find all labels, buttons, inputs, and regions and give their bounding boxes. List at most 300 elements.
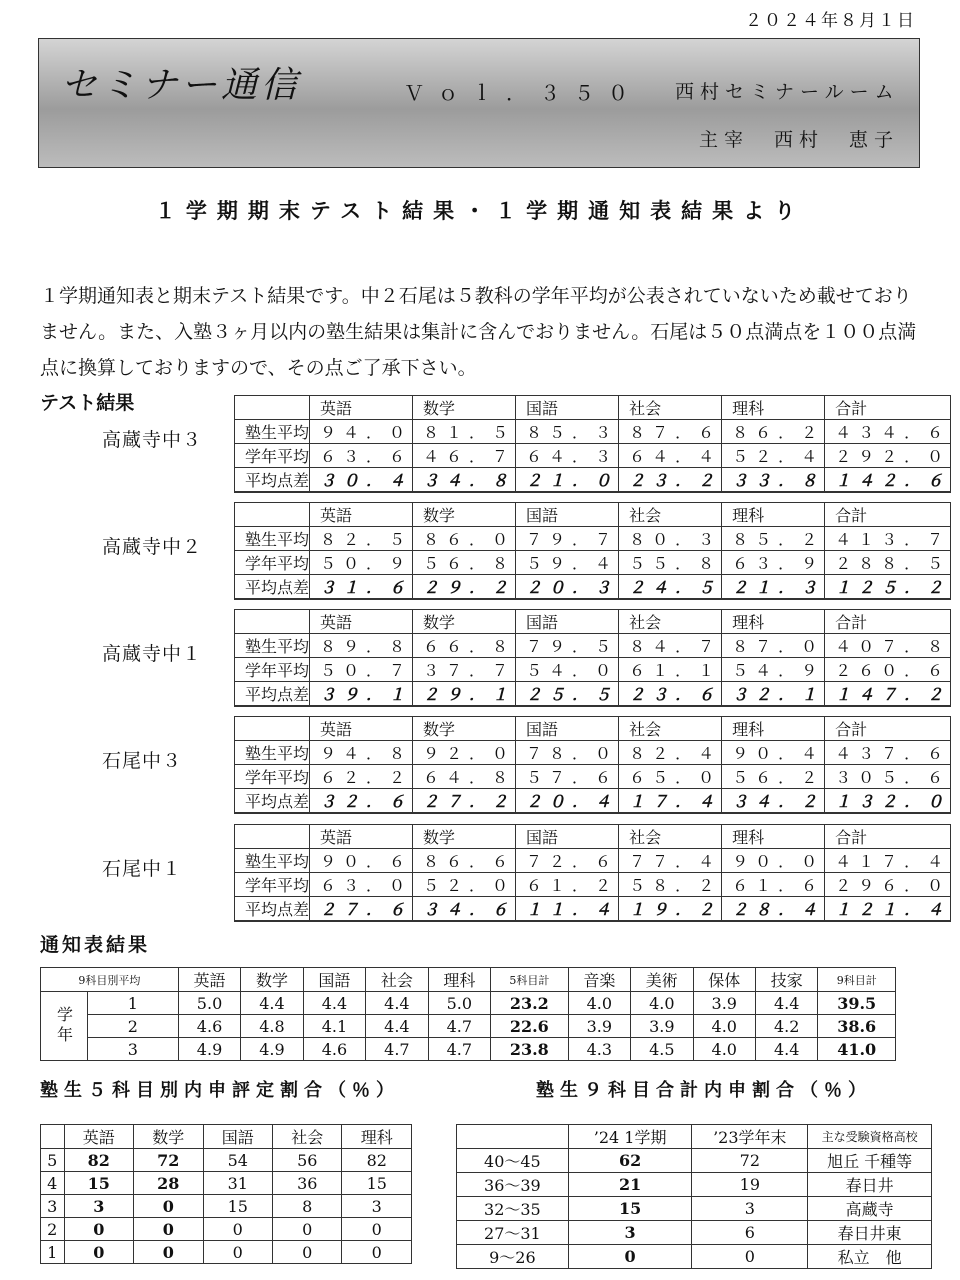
score-cell: ８６．２	[722, 420, 825, 444]
header-cell: 美術	[631, 968, 693, 992]
score-cell: ５０．９	[310, 551, 413, 575]
score-cell: ５０．７	[310, 658, 413, 682]
volume-number: Ｖｏｌ．３５０	[404, 81, 642, 105]
intro-paragraph: １学期通知表と期末テスト結果です。中２石尾は５教科の学年平均が公表されていないため載せておりません。また、入塾３ヶ月以内の塾生結果は集計に含んでおりません。石尾は５０点満点を１００点満点に換算しておりますので、その点ご了承下さい。	[40, 285, 917, 379]
header-cell: 主な受験資格高校	[808, 1125, 932, 1149]
header-cell: 理科	[722, 610, 825, 634]
header-cell: 理科	[722, 825, 825, 849]
test-table	[234, 502, 951, 600]
percent-cell: 3	[692, 1197, 808, 1221]
score-cell: ８６．６	[413, 849, 516, 873]
percent-cell: 72	[692, 1149, 808, 1173]
percent-cell: 54	[203, 1149, 272, 1172]
header-cell: 社会	[619, 825, 722, 849]
table-row	[41, 1149, 412, 1172]
score-cell: ７２．６	[516, 849, 619, 873]
grade9-title: 塾生９科目合計内申割合（％）	[536, 1080, 872, 1101]
row-label: 平均点差	[235, 575, 310, 600]
school-name: 高蔵寺中３	[102, 429, 203, 451]
score-cell: ９０．４	[722, 741, 825, 765]
table-header-row	[41, 1125, 412, 1149]
grade-value-cell: 3.9	[693, 992, 755, 1015]
table-row	[457, 1149, 932, 1173]
score-cell: ７９．５	[516, 634, 619, 658]
header-cell: 英語	[310, 610, 413, 634]
editor-name: 主宰 西村 恵子	[699, 129, 900, 151]
score-cell: ６３．０	[310, 873, 413, 897]
score-cell: ８５．３	[516, 420, 619, 444]
table-header-row	[41, 968, 896, 992]
score-cell: ３４．８	[413, 468, 516, 493]
header-cell: 合計	[825, 396, 951, 420]
score-cell: ３３．８	[722, 468, 825, 493]
score-cell: ５４．９	[722, 658, 825, 682]
grade-value-cell: 4.4	[755, 1038, 817, 1061]
table-row	[235, 575, 951, 600]
score-cell: ３１．６	[310, 575, 413, 600]
header-cell: 保体	[693, 968, 755, 992]
header-cell: 国語	[203, 1125, 272, 1149]
percent-cell: 15	[203, 1195, 272, 1218]
score-cell: ４１７．４	[825, 849, 951, 873]
row-label: 学年平均	[235, 765, 310, 789]
grade-value-cell: 23.8	[491, 1038, 569, 1061]
score-cell: ４６．７	[413, 444, 516, 468]
score-cell: ５２．０	[413, 873, 516, 897]
header-cell: 理科	[722, 503, 825, 527]
header-cell	[41, 1125, 65, 1149]
score-cell: １３２．０	[825, 789, 951, 814]
report-card-table	[40, 967, 896, 1061]
school-name: 石尾中１	[102, 858, 183, 880]
score-cell: ５６．８	[413, 551, 516, 575]
header-cell	[235, 717, 310, 741]
header-cell: 数学	[413, 396, 516, 420]
header-cell: 国語	[516, 717, 619, 741]
table-row	[235, 468, 951, 493]
grade-value-cell: 4.0	[568, 992, 630, 1015]
score-cell: ２３．２	[619, 468, 722, 493]
percent-cell: 0	[203, 1218, 272, 1241]
percent-cell: 15	[342, 1172, 412, 1195]
grade-value-cell: 4.4	[241, 992, 303, 1015]
header-cell: 国語	[516, 396, 619, 420]
header-cell: 英語	[310, 503, 413, 527]
score-cell: ６４．３	[516, 444, 619, 468]
row-label: 学年平均	[235, 444, 310, 468]
row-label: 塾生平均	[235, 849, 310, 873]
percent-cell: 0	[568, 1245, 692, 1269]
row-label: 学年平均	[235, 873, 310, 897]
score-cell: ２１．０	[516, 468, 619, 493]
row-label: 塾生平均	[235, 527, 310, 551]
score-cell: ６１．１	[619, 658, 722, 682]
score-cell: ２４．５	[619, 575, 722, 600]
header-cell: 国語	[516, 610, 619, 634]
grade-value-cell: 4.7	[366, 1038, 428, 1061]
score-cell: ２７．２	[413, 789, 516, 814]
percent-cell: 0	[273, 1218, 342, 1241]
header-cell: 社会	[619, 503, 722, 527]
percent-cell: 15	[64, 1172, 133, 1195]
table-row	[235, 849, 951, 873]
headline: １学期期末テスト結果・１学期通知表結果より	[154, 198, 806, 223]
grade-value-cell: 3.9	[631, 1015, 693, 1038]
header-cell	[457, 1125, 569, 1149]
percent-cell: 31	[203, 1172, 272, 1195]
table-row	[235, 765, 951, 789]
grade-value-cell: 4.7	[428, 1015, 490, 1038]
row-label: 塾生平均	[235, 741, 310, 765]
percent-cell: 高蔵寺	[808, 1197, 932, 1221]
test-results-title: テスト結果	[40, 392, 135, 414]
score-cell: ５２．４	[722, 444, 825, 468]
grade-value-cell: 4.0	[693, 1038, 755, 1061]
percent-cell: 9～26	[457, 1245, 569, 1269]
table-header-row	[235, 610, 951, 634]
header-cell: 技家	[755, 968, 817, 992]
grade9-table	[456, 1124, 932, 1269]
grade-value-cell: 23.2	[491, 992, 569, 1015]
grade-value-cell: 4.4	[303, 992, 365, 1015]
table-row	[41, 992, 896, 1015]
percent-cell: 5	[41, 1149, 65, 1172]
header-cell: 国語	[303, 968, 365, 992]
test-table	[234, 824, 951, 922]
grade-value-cell: 4.4	[366, 1015, 428, 1038]
grade-value-cell: 5.0	[428, 992, 490, 1015]
score-cell: ９０．６	[310, 849, 413, 873]
row-label: 平均点差	[235, 897, 310, 922]
grade-cell: 3	[88, 1038, 179, 1061]
percent-cell: 3	[568, 1221, 692, 1245]
grade-value-cell: 4.5	[631, 1038, 693, 1061]
header-cell: 合計	[825, 503, 951, 527]
grade-value-cell: 4.8	[241, 1015, 303, 1038]
score-cell: ８５．２	[722, 527, 825, 551]
score-cell: ４３７．６	[825, 741, 951, 765]
score-cell: ６２．２	[310, 765, 413, 789]
header-cell: 合計	[825, 825, 951, 849]
grade5-title: 塾生５科目別内申評定割合（％）	[40, 1080, 400, 1101]
percent-cell: 62	[568, 1149, 692, 1173]
school-name: 石尾中３	[102, 750, 183, 772]
grade-value-cell: 4.2	[755, 1015, 817, 1038]
organization-name: 西村セミナールーム	[675, 81, 900, 103]
table-row	[41, 1218, 412, 1241]
percent-cell: 春日井東	[808, 1221, 932, 1245]
score-cell: ３０．４	[310, 468, 413, 493]
header-cell: 社会	[619, 396, 722, 420]
score-cell: ８６．０	[413, 527, 516, 551]
grade-value-cell: 41.0	[818, 1038, 896, 1061]
score-cell: １４２．６	[825, 468, 951, 493]
score-cell: ８１．５	[413, 420, 516, 444]
grade-value-cell: 4.4	[366, 992, 428, 1015]
score-cell: ８０．３	[619, 527, 722, 551]
score-cell: ５９．４	[516, 551, 619, 575]
header-cell: 数学	[413, 717, 516, 741]
grade-value-cell: 4.7	[428, 1038, 490, 1061]
score-cell: ５６．２	[722, 765, 825, 789]
grade-value-cell: 4.6	[178, 1015, 240, 1038]
percent-cell: 3	[342, 1195, 412, 1218]
percent-cell: 56	[273, 1149, 342, 1172]
header-cell: 英語	[64, 1125, 133, 1149]
table-header-row	[235, 717, 951, 741]
score-cell: ２９．１	[413, 682, 516, 707]
score-cell: ２１．３	[722, 575, 825, 600]
table-row	[457, 1173, 932, 1197]
score-cell: ６１．２	[516, 873, 619, 897]
grade-value-cell: 4.4	[755, 992, 817, 1015]
table-row	[235, 873, 951, 897]
score-cell: ６４．４	[619, 444, 722, 468]
score-cell: ３９．１	[310, 682, 413, 707]
score-cell: ２７．６	[310, 897, 413, 922]
percent-cell: 82	[64, 1149, 133, 1172]
percent-cell: 0	[64, 1241, 133, 1264]
row-label: 学年平均	[235, 658, 310, 682]
header-cell	[235, 610, 310, 634]
table-row	[235, 420, 951, 444]
score-cell: ４０７．８	[825, 634, 951, 658]
school-name: 高蔵寺中２	[102, 536, 203, 558]
table-row	[41, 1038, 896, 1061]
header-cell: 理科	[428, 968, 490, 992]
table-row	[235, 682, 951, 707]
grade-value-cell: 4.9	[241, 1038, 303, 1061]
score-cell: １９．２	[619, 897, 722, 922]
score-cell: ６１．６	[722, 873, 825, 897]
table-row	[235, 658, 951, 682]
score-cell: ３７．７	[413, 658, 516, 682]
header-cell	[235, 503, 310, 527]
table-row	[457, 1221, 932, 1245]
score-cell: ６３．６	[310, 444, 413, 468]
percent-cell: 2	[41, 1218, 65, 1241]
percent-cell: 0	[64, 1218, 133, 1241]
score-cell: ３４．６	[413, 897, 516, 922]
table-row	[41, 1015, 896, 1038]
percent-cell: 15	[568, 1197, 692, 1221]
score-cell: ９０．０	[722, 849, 825, 873]
score-cell: ６３．９	[722, 551, 825, 575]
score-cell: ２８８．５	[825, 551, 951, 575]
score-cell: ２６０．６	[825, 658, 951, 682]
percent-cell: 82	[342, 1149, 412, 1172]
report-card-title: 通知表結果	[40, 934, 151, 956]
grade-value-cell: 4.3	[568, 1038, 630, 1061]
header-cell: 5科目計	[491, 968, 569, 992]
table-row	[235, 741, 951, 765]
score-cell: ２５．５	[516, 682, 619, 707]
grade-value-cell: 4.9	[178, 1038, 240, 1061]
header-cell: 数学	[413, 503, 516, 527]
score-cell: ９４．０	[310, 420, 413, 444]
header-cell	[235, 396, 310, 420]
percent-cell: 6	[692, 1221, 808, 1245]
score-cell: １１．４	[516, 897, 619, 922]
table-header-row	[235, 825, 951, 849]
header-cell: ’24 1学期	[568, 1125, 692, 1149]
score-cell: ９４．８	[310, 741, 413, 765]
score-cell: ３２．１	[722, 682, 825, 707]
percent-cell: 0	[134, 1241, 203, 1264]
score-cell: ３０５．６	[825, 765, 951, 789]
score-cell: ７９．７	[516, 527, 619, 551]
table-row	[235, 551, 951, 575]
newsletter-title: セミナー通信	[61, 65, 302, 106]
score-cell: ４３４．６	[825, 420, 951, 444]
score-cell: ３４．２	[722, 789, 825, 814]
score-cell: ７７．４	[619, 849, 722, 873]
percent-cell: 0	[203, 1241, 272, 1264]
row-label: 塾生平均	[235, 420, 310, 444]
header-cell: 合計	[825, 610, 951, 634]
header-cell	[235, 825, 310, 849]
header-cell: 国語	[516, 503, 619, 527]
table-row	[41, 1241, 412, 1264]
issue-date: ２０２４年８月１日	[745, 11, 916, 31]
percent-cell: 36～39	[457, 1173, 569, 1197]
header-cell: 理科	[342, 1125, 412, 1149]
score-cell: ５５．８	[619, 551, 722, 575]
percent-cell: 36	[273, 1172, 342, 1195]
grade-value-cell: 3.9	[568, 1015, 630, 1038]
score-cell: ５８．２	[619, 873, 722, 897]
score-cell: ６４．８	[413, 765, 516, 789]
grade-cell: 1	[88, 992, 179, 1015]
percent-cell: 21	[568, 1173, 692, 1197]
grade-value-cell: 22.6	[491, 1015, 569, 1038]
header-cell: 理科	[722, 396, 825, 420]
table-header-row	[235, 503, 951, 527]
row-label: 学年平均	[235, 551, 310, 575]
score-cell: ８４．７	[619, 634, 722, 658]
header-cell: 社会	[619, 717, 722, 741]
percent-cell: 0	[692, 1245, 808, 1269]
school-name: 高蔵寺中１	[102, 643, 203, 665]
grade-value-cell: 4.1	[303, 1015, 365, 1038]
table-row	[235, 527, 951, 551]
table-row	[235, 897, 951, 922]
row-label: 平均点差	[235, 468, 310, 493]
percent-cell: 0	[342, 1241, 412, 1264]
row-label: 平均点差	[235, 789, 310, 814]
grade-label: 学年	[41, 992, 88, 1061]
percent-cell: 4	[41, 1172, 65, 1195]
header-cell: 理科	[722, 717, 825, 741]
table-row	[235, 634, 951, 658]
grade-value-cell: 5.0	[178, 992, 240, 1015]
percent-cell: 3	[64, 1195, 133, 1218]
percent-cell: 3	[41, 1195, 65, 1218]
table-row	[235, 789, 951, 814]
header-cell: 社会	[273, 1125, 342, 1149]
score-cell: ２９６．０	[825, 873, 951, 897]
grade-value-cell: 39.5	[818, 992, 896, 1015]
table-row	[41, 1172, 412, 1195]
header-cell: 社会	[366, 968, 428, 992]
score-cell: ８９．８	[310, 634, 413, 658]
score-cell: ６５．０	[619, 765, 722, 789]
table-row	[235, 444, 951, 468]
table-header-row	[457, 1125, 932, 1149]
table-row	[41, 1195, 412, 1218]
header-cell: 英語	[310, 825, 413, 849]
percent-cell: 0	[342, 1218, 412, 1241]
score-cell: １７．４	[619, 789, 722, 814]
row-label: 塾生平均	[235, 634, 310, 658]
percent-cell: 0	[134, 1218, 203, 1241]
score-cell: ２８．４	[722, 897, 825, 922]
header-cell: 9科目計	[818, 968, 896, 992]
grade-value-cell: 4.0	[693, 1015, 755, 1038]
score-cell: ５４．０	[516, 658, 619, 682]
score-cell: １４７．２	[825, 682, 951, 707]
score-cell: ７８．０	[516, 741, 619, 765]
percent-cell: 72	[134, 1149, 203, 1172]
score-cell: ８２．４	[619, 741, 722, 765]
header-cell: 音楽	[568, 968, 630, 992]
score-cell: ８２．５	[310, 527, 413, 551]
newsletter-banner	[38, 38, 920, 168]
grade-cell: 2	[88, 1015, 179, 1038]
score-cell: ４１３．７	[825, 527, 951, 551]
score-cell: ８７．６	[619, 420, 722, 444]
grade-value-cell: 4.6	[303, 1038, 365, 1061]
score-cell: ２９２．０	[825, 444, 951, 468]
score-cell: ９２．０	[413, 741, 516, 765]
test-table	[234, 609, 951, 707]
percent-cell: 私立 他	[808, 1245, 932, 1269]
table-header-row	[235, 396, 951, 420]
corner-cell: 9科目別平均	[41, 968, 179, 992]
header-cell: 数学	[413, 825, 516, 849]
header-cell: 数学	[134, 1125, 203, 1149]
header-cell: ’23学年末	[692, 1125, 808, 1149]
grade-value-cell: 4.0	[631, 992, 693, 1015]
score-cell: ２０．３	[516, 575, 619, 600]
header-cell: 英語	[310, 717, 413, 741]
test-table	[234, 716, 951, 814]
row-label: 平均点差	[235, 682, 310, 707]
percent-cell: 40～45	[457, 1149, 569, 1173]
score-cell: ６６．８	[413, 634, 516, 658]
header-cell: 数学	[241, 968, 303, 992]
grade5-table	[40, 1124, 412, 1264]
header-cell: 英語	[178, 968, 240, 992]
percent-cell: 8	[273, 1195, 342, 1218]
percent-cell: 春日井	[808, 1173, 932, 1197]
percent-cell: 27～31	[457, 1221, 569, 1245]
header-cell: 社会	[619, 610, 722, 634]
score-cell: ２９．２	[413, 575, 516, 600]
header-cell: 合計	[825, 717, 951, 741]
percent-cell: 19	[692, 1173, 808, 1197]
score-cell: ５７．６	[516, 765, 619, 789]
score-cell: １２１．４	[825, 897, 951, 922]
score-cell: ３２．６	[310, 789, 413, 814]
percent-cell: 0	[134, 1195, 203, 1218]
percent-cell: 28	[134, 1172, 203, 1195]
score-cell: ２０．４	[516, 789, 619, 814]
percent-cell: 32～35	[457, 1197, 569, 1221]
header-cell: 英語	[310, 396, 413, 420]
table-row	[457, 1197, 932, 1221]
header-cell: 数学	[413, 610, 516, 634]
